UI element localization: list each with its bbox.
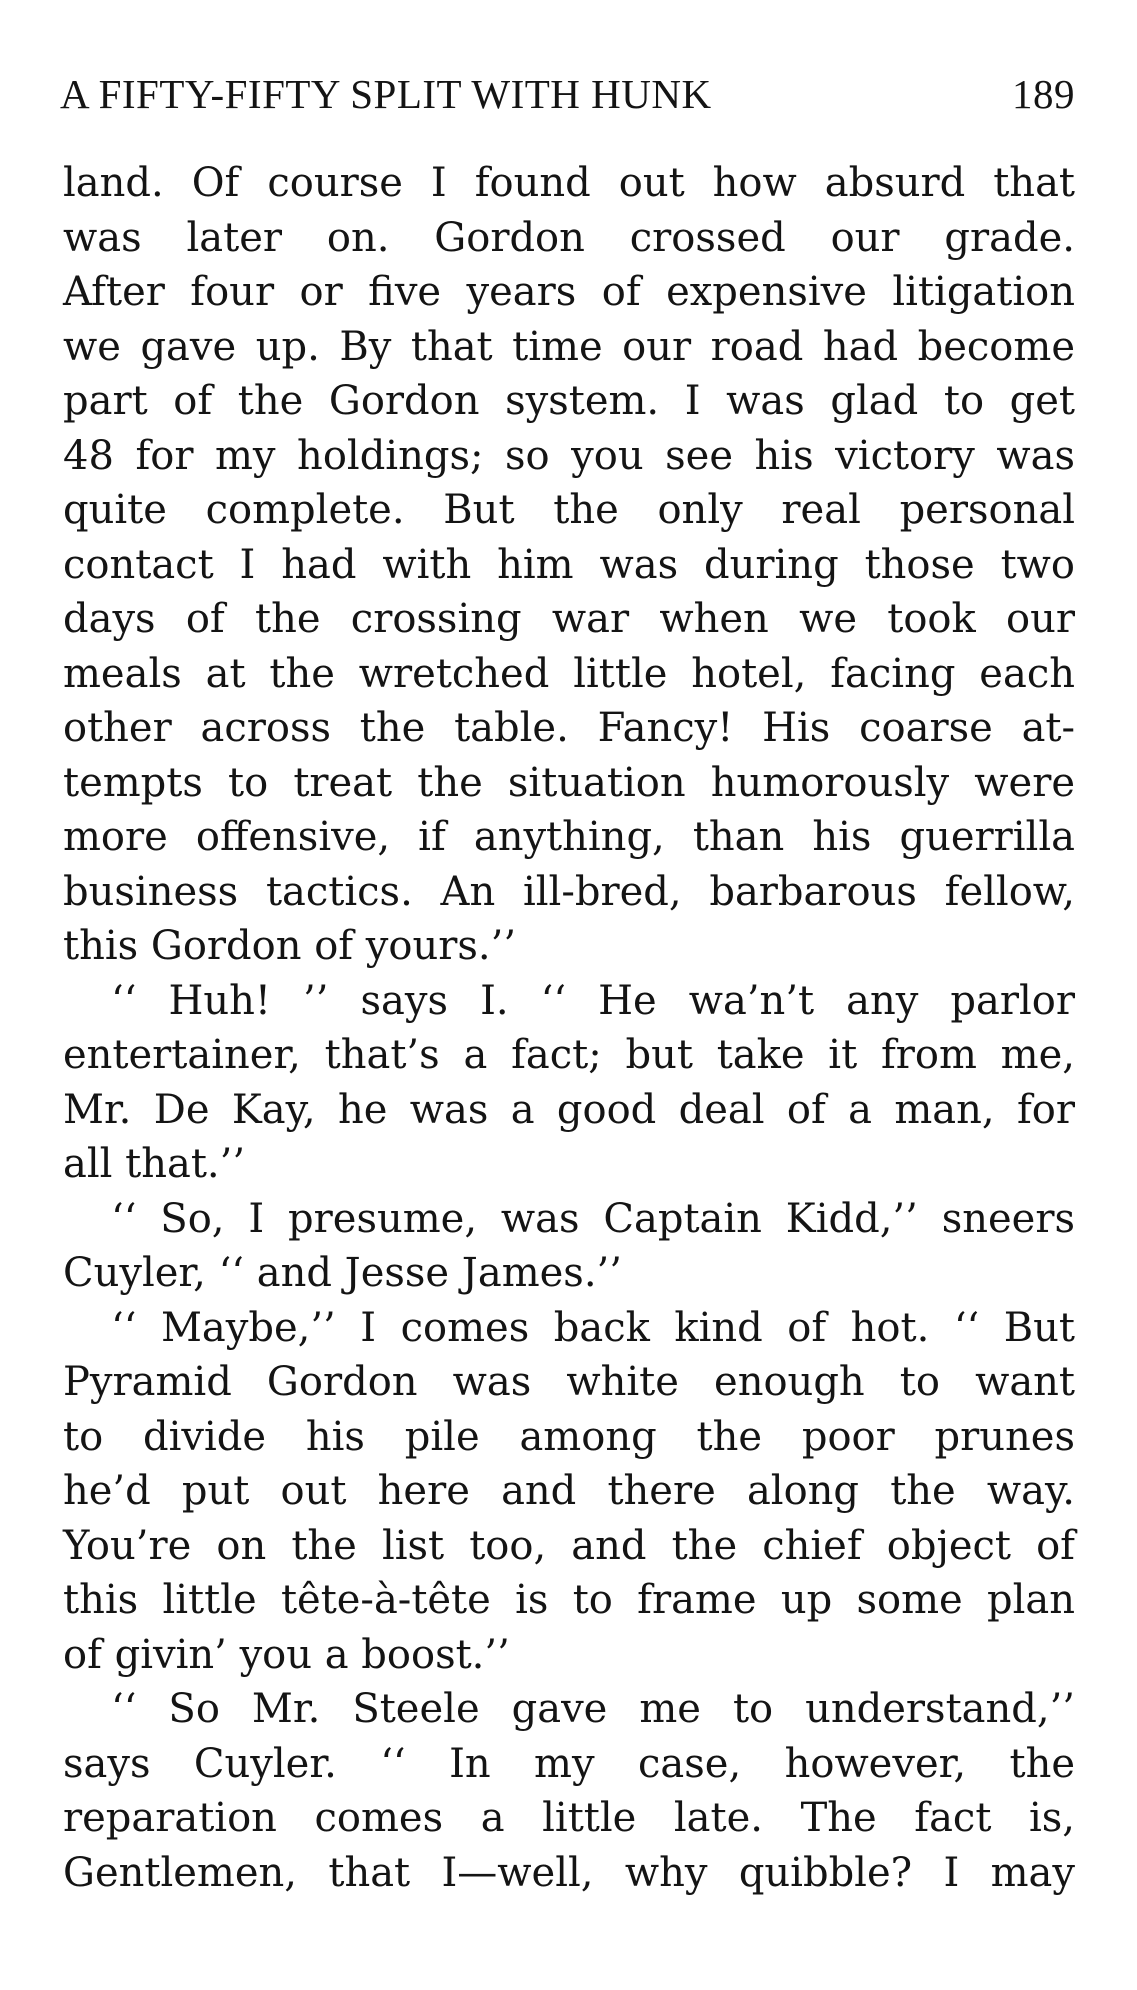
text-line: tempts to treat the situation humorously were xyxy=(63,759,1075,806)
text-line: contact I had with him was during those two xyxy=(63,541,1075,588)
text-line: other across the table. Fancy! His coarse at- xyxy=(63,705,1075,751)
text-line: Gentlemen, that I—well, why quibble? I may xyxy=(63,1849,1075,1896)
text-line: ‘‘ So, I presume, was Captain Kidd,’’ sneers xyxy=(111,1195,1075,1242)
text-line: more offensive, if anything, than his guerrilla xyxy=(63,814,1075,860)
body-text xyxy=(63,156,1075,1900)
text-line: we gave up. By that time our road had become xyxy=(63,323,1075,370)
text-line: Cuyler, ‘‘ and Jesse James.’’ xyxy=(63,1250,622,1296)
text-line: he’d put out here and there along the way. xyxy=(63,1468,1075,1514)
text-line: entertainer, that’s a fact; but take it from me, xyxy=(63,1032,1075,1078)
chapter-title: A FIFTY-FIFTY SPLIT WITH HUNK xyxy=(60,71,712,117)
text-line: part of the Gordon system. I was glad to get xyxy=(63,378,1075,424)
text-line: ‘‘ Huh! ’’ says I. ‘‘ He wa’n’t any parlor xyxy=(111,977,1075,1024)
text-line: meals at the wretched little hotel, facing each xyxy=(63,650,1075,697)
text-line: this Gordon of yours.’’ xyxy=(63,923,517,969)
text-line: Pyramid Gordon was white enough to want xyxy=(63,1359,1075,1405)
text-line: ‘‘ Maybe,’’ I comes back kind of hot. ‘‘ But xyxy=(111,1304,1075,1351)
text-line: of givin’ you a boost.’’ xyxy=(63,1631,510,1678)
page-number: 189 xyxy=(1012,71,1075,117)
text-line: days of the crossing war when we took our xyxy=(63,596,1075,642)
text-line: Mr. De Kay, he was a good deal of a man, for xyxy=(63,1086,1075,1133)
text-line: says Cuyler. ‘‘ In my case, however, the xyxy=(63,1740,1075,1787)
text-line: You’re on the list too, and the chief object of xyxy=(63,1522,1075,1569)
text-line: to divide his pile among the poor prunes xyxy=(63,1413,1075,1460)
text-line: reparation comes a little late. The fact is, xyxy=(63,1795,1075,1841)
text-line: ‘‘ So Mr. Steele gave me to understand,’’ xyxy=(111,1686,1075,1732)
text-line: 48 for my holdings; so you see his victory was xyxy=(63,432,1075,479)
text-line: this little tête-à-tête is to frame up some plan xyxy=(63,1577,1075,1623)
text-line: business tactics. An ill-bred, barbarous fellow, xyxy=(63,868,1075,915)
running-head xyxy=(60,68,1075,120)
text-line: land. Of course I found out how absurd that xyxy=(63,160,1075,206)
text-line: all that.’’ xyxy=(63,1141,246,1187)
text-line: was later on. Gordon crossed our grade. xyxy=(63,214,1075,261)
text-line: After four or five years of expensive litigation xyxy=(63,269,1075,315)
text-line: quite complete. But the only real personal xyxy=(63,487,1075,533)
